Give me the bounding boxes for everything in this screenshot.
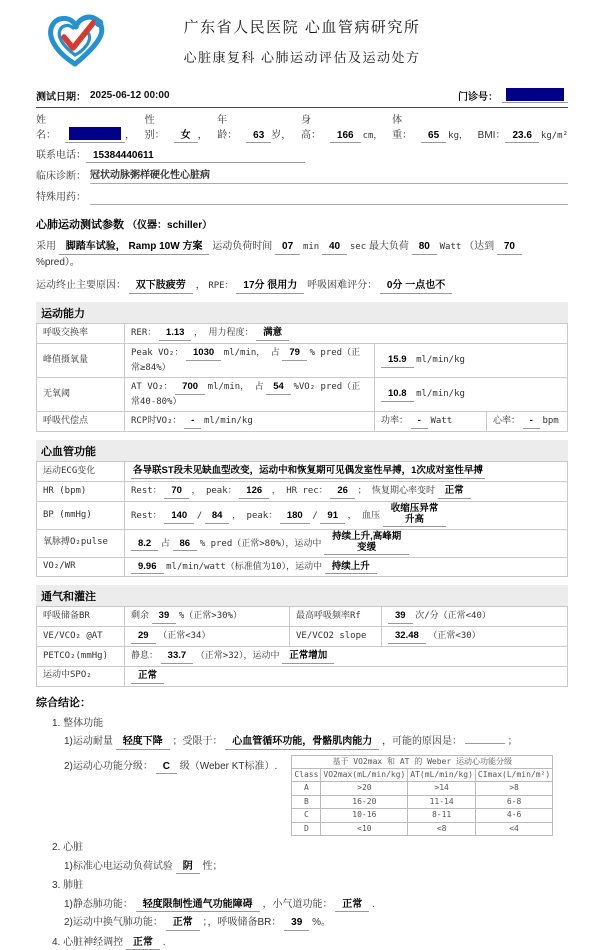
field-label: 级（Weber KT标准）. <box>179 760 278 772</box>
row-content <box>382 627 568 647</box>
weber-cell: A <box>292 782 321 795</box>
row-content <box>125 412 375 432</box>
field-label: ， peak： <box>232 510 278 521</box>
weber-cell: 11-14 <box>408 795 476 808</box>
field-label: ；，呼吸储备BR： <box>202 917 282 929</box>
row-content-hr <box>487 412 568 432</box>
field-label: RCP时VO₂： <box>131 416 182 427</box>
hr-rest-value: 70 <box>164 485 189 499</box>
field-label: %（正常>30%） <box>178 611 242 622</box>
diagnosis-value: 冠状动脉粥样硬化性心脏病 <box>90 170 210 181</box>
weber-row-c <box>292 809 553 822</box>
cardiac-class-line <box>64 753 277 775</box>
table-row-rcp <box>37 412 568 432</box>
field-label: ， HR rec： <box>271 486 328 497</box>
table-row-spo2 <box>37 666 568 686</box>
stop-reason-label: 运动终止主要原因： <box>36 280 126 291</box>
small-airway-value: 正常 <box>335 898 369 913</box>
field-label: Rest： <box>131 486 162 497</box>
row-label: 呼吸储备BR <box>37 607 125 627</box>
weber-title-row <box>292 755 553 768</box>
field-label: ml/min， 占 <box>223 347 280 358</box>
separator: ， <box>124 130 135 141</box>
field-label: Rest： <box>131 510 162 521</box>
br-reserve-value: 39 <box>284 916 309 931</box>
bp-response-line1: 收缩压异常 <box>390 502 439 514</box>
test-params-title-text: 心肺运动测试参数 <box>36 219 124 231</box>
dyspnea-value: 0分 一点也不 <box>380 279 452 294</box>
conclusion-ecg-stress <box>64 859 568 875</box>
ventilation-table <box>36 606 568 686</box>
row-label-rf: 最高呼吸频率Rf <box>290 607 382 627</box>
table-row-hr <box>37 482 568 502</box>
stop-reason-value: 双下肢疲劳 <box>129 279 193 294</box>
weber-header-vo2max: VO2max(mL/min/kg) <box>321 769 408 782</box>
hospital-title: 广东省人民医院 心血管病研究所 <box>183 19 421 36</box>
weber-header-row <box>292 769 553 782</box>
field-unit: ml/min/kg <box>203 416 253 427</box>
petco2-rest-value: 33.7 <box>161 650 194 664</box>
medication-underline <box>90 189 568 205</box>
test-date <box>36 88 170 103</box>
weight-unit: kg， <box>448 130 469 141</box>
field-label: 占 <box>160 538 170 549</box>
bp-response-line2: 升高 <box>404 513 424 525</box>
report-header <box>36 10 568 76</box>
row-content <box>125 647 568 667</box>
weber-cell: C <box>292 809 321 822</box>
row-content <box>125 666 568 686</box>
table-row-br <box>37 607 568 627</box>
field-label: 次/分（正常<40） <box>415 611 491 622</box>
row-content <box>125 557 568 577</box>
weber-cell: <10 <box>321 822 408 835</box>
peak-vo2-perkg-value: 15.9 <box>381 354 414 368</box>
phone-label: 联系电话： <box>36 150 86 161</box>
row-label: PETCO₂(mmHg) <box>37 647 125 667</box>
field-label: ， 血压 <box>347 510 381 521</box>
weber-cell: D <box>292 822 321 835</box>
weber-cell: B <box>292 795 321 808</box>
peak-vo2-pct-value: 79 <box>282 347 307 361</box>
field-label: ； 恢复期心率变时 <box>357 486 435 497</box>
row-content <box>125 482 568 502</box>
age-unit: 岁， <box>271 130 292 141</box>
row-label-slope: VE/VCO2 slope <box>290 627 382 647</box>
power-value: - <box>411 415 428 429</box>
row-label: 呼吸交换率 <box>37 324 125 344</box>
exercise-capacity-table <box>36 323 568 432</box>
table-row-rer <box>37 324 568 344</box>
row-content <box>125 462 568 482</box>
duration-min-value: 07 <box>275 240 300 255</box>
row-label: BP (mmHg) <box>37 501 125 529</box>
vo2wr-value: 9.96 <box>131 561 164 575</box>
weber-row-d <box>292 822 553 835</box>
weber-row-b <box>292 795 553 808</box>
hr-label: 心率： <box>493 416 521 427</box>
row-content <box>125 343 375 377</box>
field-label: ， peak： <box>191 486 237 497</box>
field-label: （正常<30） <box>428 631 481 642</box>
field-label: . <box>372 898 375 910</box>
conclusion-exercise-lung <box>64 915 568 931</box>
gender-value: 女 <box>174 129 198 144</box>
table-row-peak-vo2 <box>37 343 568 377</box>
conclusion-item-lung: 3. 肺脏 <box>52 880 84 892</box>
weber-cell: 8-11 <box>408 809 476 822</box>
row-content <box>125 378 375 412</box>
conclusion-item-overall: 1. 整体功能 <box>52 717 104 729</box>
weber-classification-table <box>291 755 553 836</box>
field-unit: ml/min/kg <box>416 389 465 400</box>
rpe-label: RPE： <box>208 281 234 291</box>
field-label: 4. 心脏神经调控 <box>52 936 124 948</box>
o2pulse-trend-value <box>324 532 409 555</box>
peak-vo2-value: 1030 <box>186 347 221 361</box>
slash: / <box>196 510 203 521</box>
cardiovascular-table <box>36 461 568 577</box>
sec-unit: sec <box>349 242 367 252</box>
hr-rec-value: 26 <box>330 485 355 499</box>
field-label: 2)运动中换气肺功能： <box>64 917 163 929</box>
diagnosis-label: 临床诊断： <box>36 171 86 182</box>
mode-value: 脚踏车试验， Ramp 10W 方案 <box>59 240 210 255</box>
phone-row <box>36 148 568 163</box>
bp-rest-dia-value: 84 <box>205 510 230 524</box>
row-content <box>125 627 290 647</box>
field-label: 静息： <box>131 651 159 661</box>
clinic-number-label: 门诊号： <box>458 92 498 103</box>
medication-row <box>36 189 568 205</box>
weber-cell: <8 <box>408 822 476 835</box>
o2pulse-value: 8.2 <box>131 538 158 552</box>
weber-header-class: Class <box>292 769 321 782</box>
row-content <box>125 324 568 344</box>
table-row-petco2 <box>37 647 568 667</box>
o2pulse-pct-value: 86 <box>173 538 198 552</box>
table-row-ecg <box>37 462 568 482</box>
field-label: 剩余 <box>131 611 150 622</box>
conclusion-item-heart: 2. 心脏 <box>52 842 84 854</box>
field-label: 1)标准心电运动负荷试验 <box>64 860 173 872</box>
field-label: RER： <box>131 328 157 338</box>
table-row-vevco2 <box>37 627 568 647</box>
separator: ， <box>195 280 206 291</box>
weber-cell: <4 <box>475 822 552 835</box>
name-redaction <box>65 126 125 143</box>
gender-label: 性别： <box>144 115 165 141</box>
weight-label: 体重： <box>392 115 413 141</box>
age-label: 年龄： <box>217 115 238 141</box>
at-vo2-value: 700 <box>175 381 205 395</box>
cause-value <box>465 743 505 744</box>
field-label: % pred（正常≥84%） <box>131 347 361 373</box>
weight-value: 65 <box>421 129 446 144</box>
vo2wr-trend-value: 持续上升 <box>325 561 377 575</box>
hr-peak-value: 126 <box>239 485 269 499</box>
pred-suffix: %pred）。 <box>36 257 80 268</box>
field-label: ，小气道功能： <box>262 898 333 910</box>
phone-value: 15384440611 <box>86 149 305 164</box>
mode-label: 采用 <box>36 241 56 252</box>
bp-peak-sys-value: 180 <box>280 510 310 524</box>
field-label: %VO₂ pred（正常40-80%） <box>131 382 361 407</box>
weber-table-title: 基于 VO2max 和 AT 的 Weber 运动心功能分级 <box>292 755 553 768</box>
field-label: ， 用力程度： <box>194 328 254 338</box>
meta-row <box>36 88 568 108</box>
field-label: 性； <box>202 860 223 872</box>
weber-cell: >14 <box>408 782 476 795</box>
o2pulse-trend-line1: 持续上升,高峰期 <box>332 530 402 542</box>
row-label: 运动ECG变化 <box>37 462 125 482</box>
vevco2-at-value: 29 <box>131 630 156 644</box>
rcp-vo2-value: - <box>184 415 201 429</box>
hr-value: - <box>523 415 540 429</box>
conclusion-title: 综合结论： <box>36 696 91 709</box>
field-label: （正常<34） <box>158 631 211 642</box>
bp-peak-dia-value: 91 <box>320 510 345 524</box>
clinic-number-redaction <box>502 88 568 103</box>
exercise-lung-value: 正常 <box>166 916 200 931</box>
rer-value: 1.13 <box>159 327 192 341</box>
conclusion-weber-row <box>64 753 568 836</box>
table-row-o2pulse <box>37 529 568 557</box>
hr-unit: bpm <box>542 416 559 427</box>
weber-class-value: C <box>156 760 177 775</box>
section-bar-exercise-capacity: 运动能力 <box>36 302 568 323</box>
test-params-line2 <box>36 278 568 294</box>
table-row-bp <box>37 501 568 529</box>
row-label: 氧脉搏O₂pulse <box>37 529 125 557</box>
conclusion-static-lung <box>64 897 568 913</box>
weber-cell: >8 <box>475 782 552 795</box>
patient-basic-row <box>36 113 568 143</box>
medication-label: 特殊用药： <box>36 192 86 203</box>
neural-regulation-value: 正常 <box>126 936 160 950</box>
height-unit: cm， <box>362 130 383 141</box>
test-params-line1 <box>36 239 568 271</box>
field-unit: ml/min/kg <box>416 355 465 366</box>
stress-test-result-value: 阴 <box>176 860 200 875</box>
rf-value: 39 <box>388 610 413 624</box>
at-perkg-value: 10.8 <box>381 388 414 402</box>
field-label: Peak VO₂： <box>131 347 184 358</box>
row-content <box>125 501 568 529</box>
max-load-label: 最大负荷 <box>368 241 409 252</box>
row-label: 峰值摄氧量 <box>37 343 125 377</box>
weber-cell: 6-8 <box>475 795 552 808</box>
ecg-finding-value: 各导联ST段未见缺血型改变，运动中和恢复期可见偶发室性早搏，1次成对室性早搏 <box>131 465 485 479</box>
conclusion-item-neural <box>52 935 568 950</box>
br-value: 39 <box>152 610 177 624</box>
test-date-label: 测试日期： <box>36 92 86 103</box>
bp-response-value <box>383 504 447 527</box>
power-label: 功率： <box>381 416 409 427</box>
row-label: VE/VCO₂ @AT <box>37 627 125 647</box>
section-bar-cardiovascular: 心血管功能 <box>36 440 568 461</box>
weber-cell: 16-20 <box>321 795 408 808</box>
bp-rest-sys-value: 140 <box>164 510 194 524</box>
rpe-value: 17分 很用力 <box>236 279 304 294</box>
patient-info <box>36 113 568 205</box>
min-unit: min <box>302 242 320 252</box>
effort-value: 满意 <box>256 327 289 341</box>
row-content-right <box>375 343 568 377</box>
field-label: （正常>32），运动中 <box>195 651 280 661</box>
test-date-value: 2025-06-12 00:00 <box>90 90 170 101</box>
row-label: VO₂/WR <box>37 557 125 577</box>
field-label: ；受限于： <box>172 736 223 748</box>
conclusion-section <box>36 695 568 950</box>
field-label: . <box>162 936 166 948</box>
field-label: 2)运动心功能分级： <box>64 760 153 772</box>
field-label: ； <box>507 736 518 748</box>
field-label: AT VO₂： <box>131 382 173 393</box>
duration-label: 运动负荷时间 <box>212 241 273 252</box>
power-unit: Watt <box>430 416 453 427</box>
field-label: ml/min， 占 <box>207 382 264 393</box>
row-content-power <box>375 412 487 432</box>
max-load-value: 80 <box>412 240 437 255</box>
dyspnea-label: 呼吸困难评分： <box>307 280 378 291</box>
pred-prefix: （达到 <box>464 241 495 252</box>
diagnosis-underline <box>90 168 568 184</box>
petco2-trend-value: 正常增加 <box>282 650 334 664</box>
name-label: 姓名： <box>36 115 56 141</box>
tolerance-value: 轻度下降 <box>116 735 170 750</box>
row-content <box>125 529 568 557</box>
bmi-label: BMI： <box>477 130 506 141</box>
weber-header-cimax: CImax(L/min/m²) <box>475 769 552 782</box>
table-row-at <box>37 378 568 412</box>
hospital-heart-logo-icon <box>42 10 110 72</box>
spo2-value: 正常 <box>131 670 164 684</box>
bmi-value: 23.6 <box>505 129 538 144</box>
weber-cell: >20 <box>321 782 408 795</box>
field-label: %。 <box>312 917 331 929</box>
at-pct-value: 54 <box>266 381 291 395</box>
field-label: 1)运动耐量 <box>64 736 113 748</box>
field-label: 1)静态肺功能： <box>64 898 133 910</box>
duration-sec-value: 40 <box>322 240 347 255</box>
slash: / <box>312 510 318 521</box>
load-unit: Watt <box>439 242 462 252</box>
report-subtitle: 心脏康复科 心肺运动评估及运动处方 <box>183 50 421 65</box>
section-bar-ventilation: 通气和灌注 <box>36 585 568 606</box>
row-label: 运动中SPO₂ <box>37 666 125 686</box>
chronotropic-value: 正常 <box>438 485 471 499</box>
row-label: HR (bpm) <box>37 482 125 502</box>
row-content <box>382 607 568 627</box>
height-label: 身高： <box>300 115 321 141</box>
row-label: 无氧阈 <box>37 378 125 412</box>
table-row-vo2wr <box>37 557 568 577</box>
test-params-title <box>36 216 568 232</box>
row-content-right <box>375 378 568 412</box>
field-label: ，可能的原因是： <box>382 736 463 748</box>
diagnosis-row <box>36 168 568 184</box>
weber-row-a <box>292 782 553 795</box>
field-label: ml/min/watt（标准值为10），运动中 <box>166 561 323 572</box>
clinic-number <box>458 88 568 103</box>
o2pulse-trend-line2: 变缓 <box>357 541 377 553</box>
static-lung-value: 轻度限制性通气功能障碍 <box>136 898 260 913</box>
bmi-unit: kg/m² <box>540 130 569 141</box>
age-value: 63 <box>246 129 271 144</box>
conclusion-exercise-tolerance <box>64 734 568 750</box>
row-content <box>125 607 290 627</box>
height-value: 166 <box>330 129 361 144</box>
field-label: % pred（正常>80%），运动中 <box>199 538 322 549</box>
weber-cell: 10-16 <box>321 809 408 822</box>
limitation-value: 心血管循环功能，骨骼肌肉能力 <box>225 735 379 750</box>
pred-value: 70 <box>497 240 522 255</box>
vevco2-slope-value: 32.48 <box>388 630 426 644</box>
row-label: 呼吸代偿点 <box>37 412 125 432</box>
weber-header-at: AT(mL/min/kg) <box>408 769 476 782</box>
separator: ， <box>197 130 208 141</box>
weber-cell: 4-6 <box>475 809 552 822</box>
device-name: （仪器：schiller） <box>127 220 213 231</box>
